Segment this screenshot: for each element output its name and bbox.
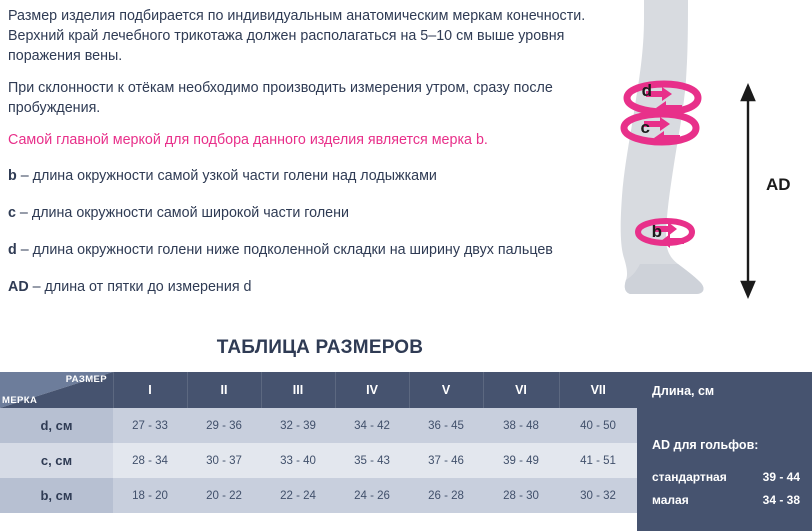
- column-header-6: VI: [483, 372, 559, 408]
- cell-d-3: 32 - 39: [261, 408, 335, 443]
- definition-ad: [8, 277, 594, 297]
- table-corner-cell: [0, 372, 113, 408]
- cell-b-4: 24 - 26: [335, 478, 409, 513]
- cell-c-4: 35 - 43: [335, 443, 409, 478]
- cell-d-6: 38 - 48: [483, 408, 559, 443]
- figure-label-c: c: [640, 118, 650, 137]
- cell-c-7: 41 - 51: [559, 443, 637, 478]
- figure-label-ad: AD: [766, 175, 791, 194]
- cell-b-7: 30 - 32: [559, 478, 637, 513]
- definition-c-text: – длина окружности самой широкой части голени: [15, 205, 349, 221]
- definition-b-key: b: [8, 168, 17, 184]
- table-row: [0, 408, 637, 443]
- length-row-small: [652, 493, 804, 507]
- cell-c-6: 39 - 49: [483, 443, 559, 478]
- cell-c-2: 30 - 37: [187, 443, 261, 478]
- column-header-7: VII: [559, 372, 637, 408]
- row-header-d: d, см: [0, 408, 113, 443]
- cell-b-6: 28 - 30: [483, 478, 559, 513]
- length-row-small-name: малая: [652, 493, 689, 507]
- length-row-standard-value: 39 - 44: [762, 470, 800, 484]
- definition-d: [8, 240, 594, 260]
- length-info-panel: [637, 372, 812, 531]
- definition-b: [8, 166, 594, 186]
- definition-ad-key: AD: [8, 279, 29, 295]
- leg-measurement-diagram: [600, 0, 812, 320]
- column-header-1: I: [113, 372, 187, 408]
- column-header-2: II: [187, 372, 261, 408]
- row-header-c: c, см: [0, 443, 113, 478]
- cell-d-7: 40 - 50: [559, 408, 637, 443]
- intro-paragraph-2: При склонности к отёкам необходимо производить измерения утром, сразу после пробуждения.: [8, 80, 553, 116]
- cell-d-2: 29 - 36: [187, 408, 261, 443]
- cell-c-1: 28 - 34: [113, 443, 187, 478]
- definition-d-key: d: [8, 242, 17, 258]
- length-row-small-value: 34 - 38: [762, 493, 800, 507]
- cell-b-3: 22 - 24: [261, 478, 335, 513]
- cell-b-5: 26 - 28: [409, 478, 483, 513]
- table-row: [0, 443, 637, 478]
- figure-label-b: b: [651, 222, 662, 241]
- column-header-3: III: [261, 372, 335, 408]
- size-table: [0, 372, 637, 513]
- cell-c-3: 33 - 40: [261, 443, 335, 478]
- cell-d-4: 34 - 42: [335, 408, 409, 443]
- table-header-row: [0, 372, 637, 408]
- definition-c: [8, 203, 594, 223]
- length-panel-subtitle: AD для гольфов:: [652, 438, 759, 452]
- leg-silhouette: [621, 0, 704, 294]
- cell-d-1: 27 - 33: [113, 408, 187, 443]
- corner-label-size: РАЗМЕР: [65, 374, 107, 385]
- page-title: ТАБЛИЦА РАЗМЕРОВ: [216, 337, 424, 358]
- column-header-4: IV: [335, 372, 409, 408]
- intro-text-block: [8, 6, 594, 297]
- length-row-standard: [652, 470, 804, 484]
- corner-label-measure: МЕРКА: [2, 395, 38, 406]
- cell-c-5: 37 - 46: [409, 443, 483, 478]
- row-header-b: b, см: [0, 478, 113, 513]
- definition-ad-text: – длина от пятки до измерения d: [28, 279, 252, 295]
- intro-highlight-note: Самой главной меркой для подбора данного изделия является мерка b.: [8, 132, 488, 148]
- length-row-standard-name: стандартная: [652, 470, 727, 484]
- cell-b-1: 18 - 20: [113, 478, 187, 513]
- definition-d-text: – длина окружности голени ниже подколенной складки на ширину двух пальцев: [16, 242, 553, 258]
- length-panel-title: Длина, см: [652, 384, 715, 398]
- cell-d-5: 36 - 45: [409, 408, 483, 443]
- intro-paragraph-1: Размер изделия подбирается по индивидуальным анатомическим меркам конечности. Верхний край лечебного трикотажа должен располагаться на 5–10 см выше уровня поражения вены.: [8, 8, 586, 64]
- figure-label-d: d: [641, 81, 652, 100]
- table-row: [0, 478, 637, 513]
- ad-dimension-arrow: [742, 86, 754, 296]
- definition-c-key: c: [8, 205, 16, 221]
- column-header-5: V: [409, 372, 483, 408]
- cell-b-2: 20 - 22: [187, 478, 261, 513]
- definition-b-text: – длина окружности самой узкой части голени над лодыжками: [16, 168, 437, 184]
